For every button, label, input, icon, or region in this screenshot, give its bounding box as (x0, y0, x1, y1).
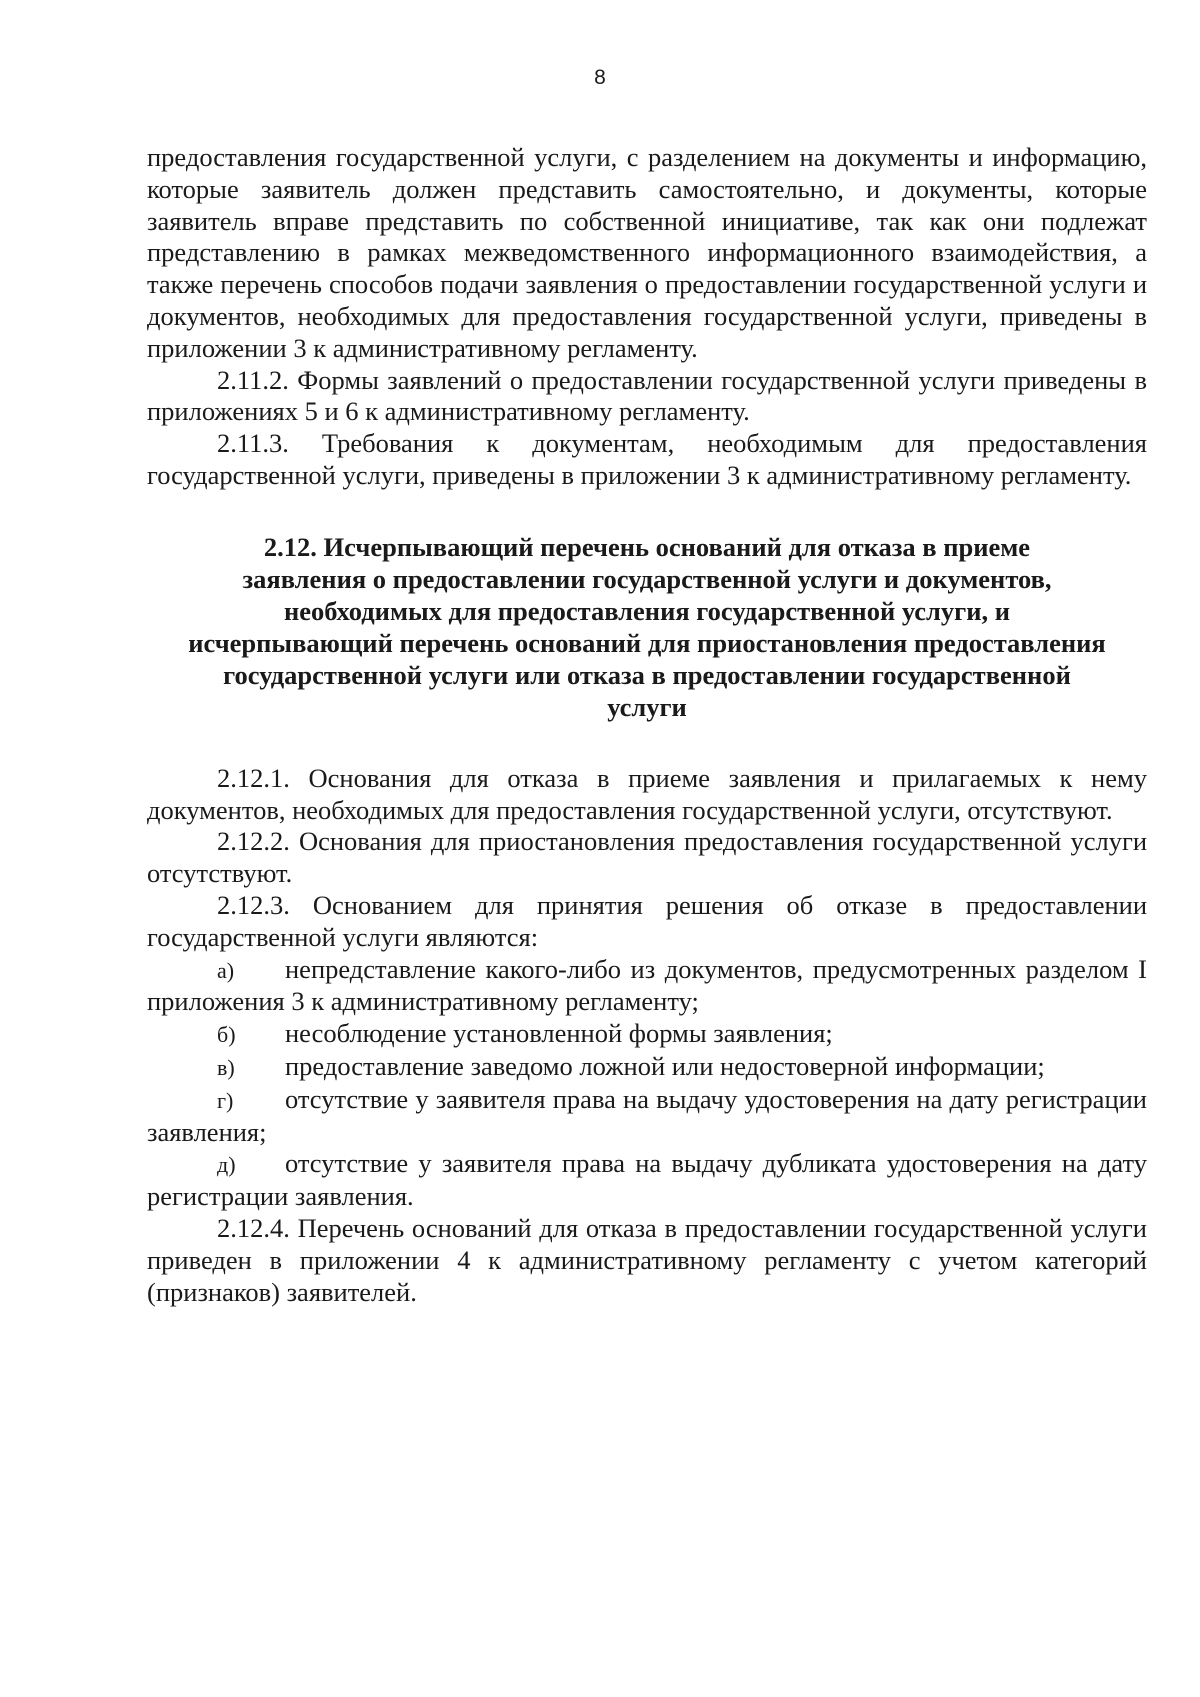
list-item-g: г) отсутствие у заявителя права на выдачу удостоверения на дату регистрации заявления; (147, 1083, 1147, 1147)
paragraph-continuation: предоставления государственной услуги, с разделением на документы и информацию, которые заявитель должен представить самостоятельно, и документы, которые заявитель вправе представить по собственной инициативе, так как они подлежат представлению в рамках межведомственного информационного взаимодействия, а также перечень способов подачи заявления о предоставлении государственной услуги и документов, необходимых для предоставления государственной услуги, приведены в приложении 3 к административному регламенту. (147, 142, 1147, 363)
heading-line: заявления о предоставлении государственной услуги и документов, (242, 563, 1052, 594)
list-item-a: а) непредставление какого-либо из документов, предусмотренных разделом I приложения 3 к административному регламенту; (147, 953, 1147, 1017)
document-body (147, 142, 1147, 1308)
list-item-b: б) несоблюдение установленной формы заявления; (217, 1018, 833, 1049)
section-heading-2-12 (147, 531, 1147, 723)
heading-line: 2.12. Исчерпывающий перечень оснований для отказа в приеме (263, 531, 1031, 562)
list-item-d: д) отсутствие у заявителя права на выдачу дубликата удостоверения на дату регистрации заявления. (147, 1148, 1147, 1212)
list-item-text: непредставление какого-либо из документов, предусмотренных разделом I приложения 3 к административному регламенту; (147, 953, 1147, 1017)
paragraph-2-12-3: 2.12.3. Основанием для принятия решения об отказе в предоставлении государственной услуги являются: (147, 889, 1147, 952)
heading-line: услуги (607, 691, 687, 722)
heading-line: исчерпывающий перечень оснований для приостановления предоставления (188, 627, 1106, 658)
paragraph-2-12-1: 2.12.1. Основания для отказа в приеме заявления и прилагаемых к нему документов, необходимых для предоставления государственной услуги, отсутствуют. (147, 762, 1147, 825)
list-item-text: несоблюдение установленной формы заявления; (285, 1018, 833, 1049)
paragraph-2-12-2: 2.12.2. Основания для приостановления предоставления государственной услуги отсутствуют. (147, 826, 1147, 889)
paragraph-2-11-3: 2.11.3. Требования к документам, необходимым для предоставления государственной услуги, приведены в приложении 3 к административному регламенту. (147, 428, 1147, 490)
heading-line: необходимых для предоставления государственной услуги, и (284, 595, 1010, 626)
list-item-text: отсутствие у заявителя права на выдачу дубликата удостоверения на дату регистрации заявления. (147, 1148, 1147, 1212)
list-item-v: в) предоставление заведомо ложной или недостоверной информации; (217, 1050, 1045, 1081)
list-item-text: отсутствие у заявителя права на выдачу удостоверения на дату регистрации заявления; (147, 1083, 1147, 1147)
page-number: 8 (594, 66, 606, 89)
heading-line: государственной услуги или отказа в предоставлении государственной (223, 659, 1071, 690)
list-item-text: предоставление заведомо ложной или недостоверной информации; (285, 1050, 1045, 1081)
paragraph-2-11-2: 2.11.2. Формы заявлений о предоставлении государственной услуги приведены в приложениях 5 и 6 к административному регламенту. (147, 364, 1147, 427)
paragraph-2-12-4: 2.12.4. Перечень оснований для отказа в предоставлении государственной услуги приведен в приложении 4 к административному регламенту с учетом категорий (признаков) заявителей. (147, 1212, 1147, 1307)
